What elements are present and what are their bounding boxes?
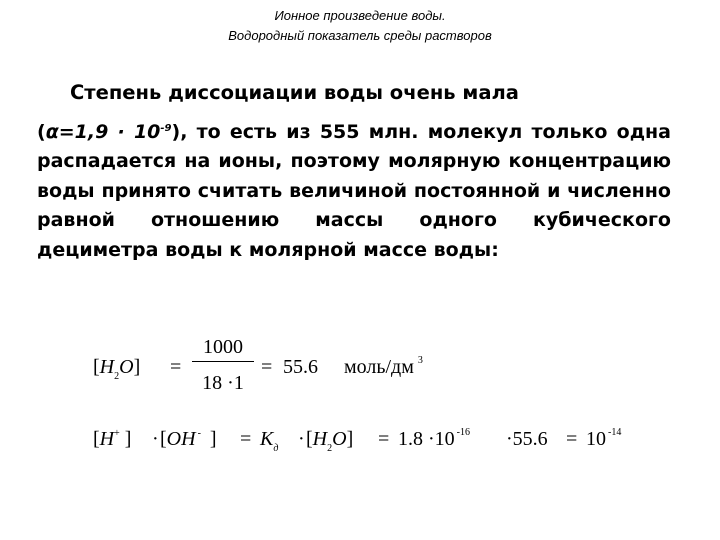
f2-dot-2: ·	[298, 428, 305, 450]
paragraph-text: ), то есть из 555 млн. молекул только одна распадается на ионы, поэтому молярную концентрацию воды принято считать величиной постоянной и численно равной отношению массы одного кубического дециметра воды к молярной массе воды:	[37, 121, 671, 261]
f1-value: 55.6	[283, 356, 318, 378]
f1-numerator: 1000	[203, 336, 243, 358]
f2-multiplier: ·55.6	[506, 428, 548, 450]
header-line-1: Ионное произведение воды.	[274, 8, 446, 23]
body-paragraph	[37, 118, 671, 265]
f2-result: 10 $^{-14}$	[586, 427, 622, 450]
f2-dot-1: ·	[152, 428, 159, 450]
header-line-2: Водородный показатель среды растворов	[228, 28, 492, 43]
f1-lhs: $[H_2O]$	[93, 356, 141, 382]
f1-equals-1: =	[170, 356, 182, 378]
f1-fraction-bar	[192, 361, 254, 362]
f2-coefficient: 1.8 ·10 $^{-16}$	[398, 427, 471, 450]
f1-denominator: 18 ·1	[202, 372, 244, 394]
slide-header	[0, 6, 720, 46]
f2-equals-1: =	[240, 428, 252, 450]
f2-oh-ion: [OH - ]	[160, 428, 217, 450]
f2-k-const: $K_д$	[260, 428, 279, 454]
f1-unit: моль/дм $^3$	[344, 355, 423, 378]
f1-equals-2: =	[261, 356, 273, 378]
open-paren: (	[37, 121, 46, 143]
alpha-value: α=1,9 · 10	[45, 121, 161, 143]
f2-equals-2: =	[378, 428, 390, 450]
f2-h-ion: [H+ ]	[93, 428, 132, 450]
f2-equals-3: =	[566, 428, 578, 450]
f2-water: $[H_2O]$	[306, 428, 354, 454]
slide-subtitle: Степень диссоциации воды очень мала	[70, 81, 519, 104]
alpha-exponent: -9	[160, 123, 172, 134]
